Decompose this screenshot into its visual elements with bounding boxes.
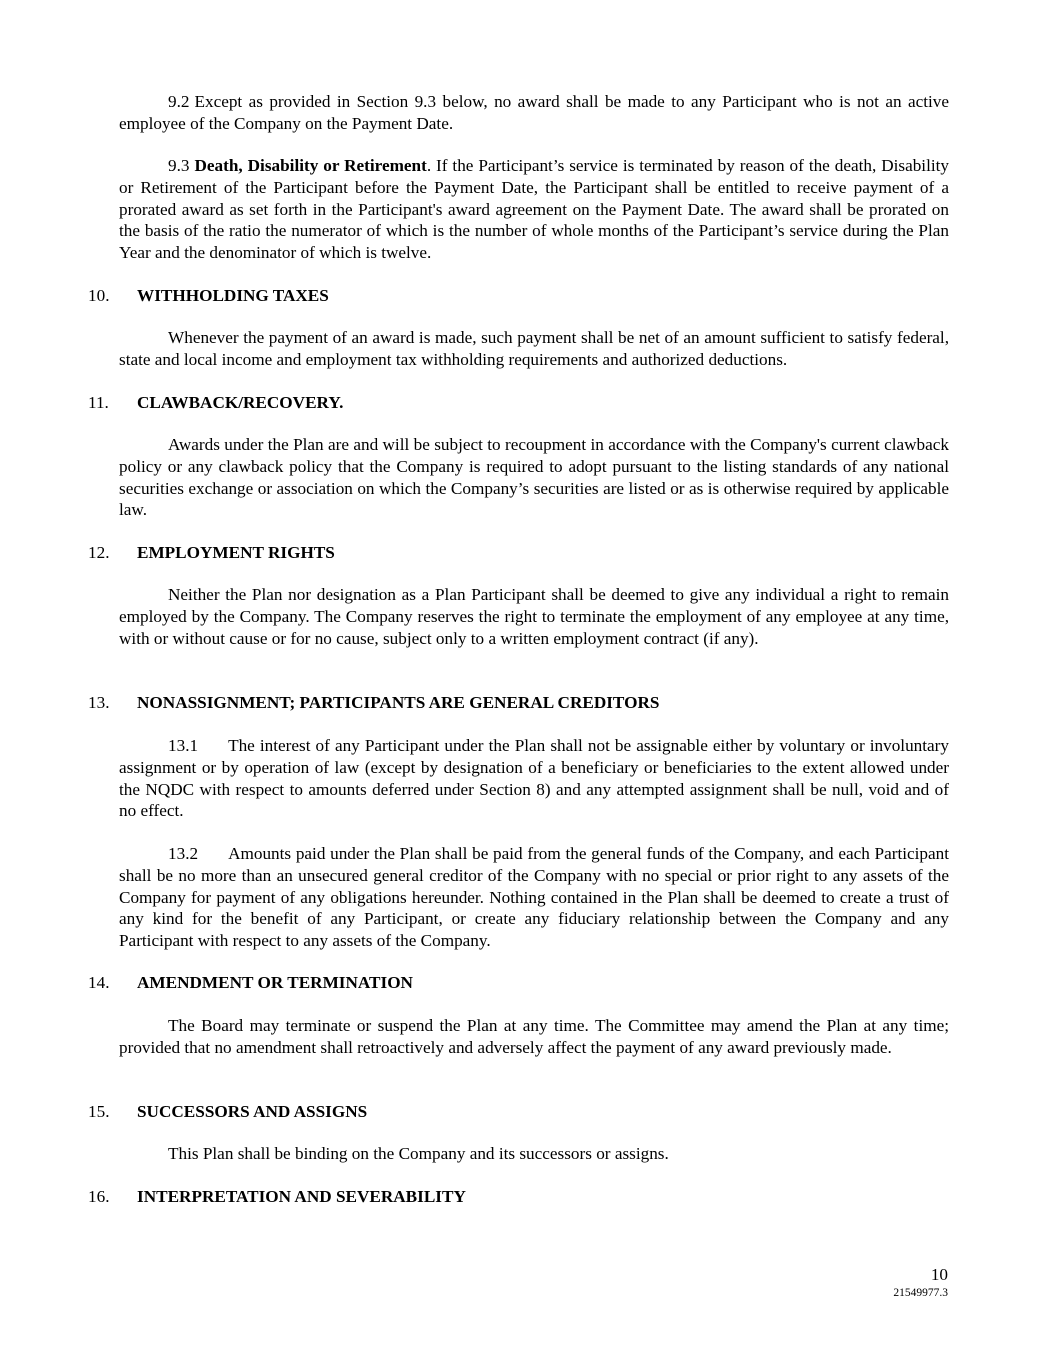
paragraph-text: Except as provided in Section 9.3 below, no award shall be made to any Participant who is not an active employee of the Company on the Payment Date. (119, 92, 949, 133)
section-title: SUCCESSORS AND ASSIGNS (137, 1102, 368, 1121)
section-title: NONASSIGNMENT; PARTICIPANTS ARE GENERAL CREDITORS (137, 693, 660, 712)
paragraph-number: 9.3 (168, 156, 190, 175)
section-number: 11. (88, 393, 109, 412)
section-number: 12. (88, 543, 110, 562)
section-title: CLAWBACK/RECOVERY. (137, 393, 344, 412)
paragraph-number: 13.1 (168, 736, 199, 755)
paragraph-13-2 (119, 843, 949, 952)
paragraph-title: Death, Disability or Retirement (194, 156, 427, 175)
page-number: 10 (930, 1265, 948, 1284)
section-heading-14 (88, 972, 413, 994)
section-number: 10. (88, 286, 110, 305)
section-number: 13. (88, 693, 110, 712)
paragraph-15 (119, 1143, 949, 1165)
section-number: 14. (88, 973, 110, 992)
paragraph-12 (119, 584, 949, 649)
section-number: 16. (88, 1187, 110, 1206)
paragraph-9-3 (119, 155, 949, 264)
section-heading-11 (88, 392, 343, 414)
paragraph-13-1 (119, 735, 949, 822)
paragraph-11 (119, 434, 949, 521)
paragraph-number: 9.2 (168, 92, 190, 111)
paragraph-9-2 (119, 91, 949, 135)
section-heading-12 (88, 542, 335, 564)
section-heading-16 (88, 1186, 466, 1208)
paragraph-text: The Board may terminate or suspend the Plan at any time. The Committee may amend the Plan at any time; provided that no amendment shall retroactively and adversely affect the payment of any award previously made. (119, 1016, 949, 1057)
paragraph-10 (119, 327, 949, 371)
paragraph-text: Awards under the Plan are and will be subject to recoupment in accordance with the Company's current clawback policy or any clawback policy that the Company is required to adopt pursuant to the listing standards of any national securities exchange or association on which the Company’s securities are listed or as is otherwise required by applicable law. (119, 435, 949, 520)
section-title: INTERPRETATION AND SEVERABILITY (137, 1187, 466, 1206)
document-id: 21549977.3 (893, 1287, 948, 1299)
section-title: WITHHOLDING TAXES (137, 286, 329, 305)
section-heading-13 (88, 692, 659, 714)
paragraph-text: Neither the Plan nor designation as a Plan Participant shall be deemed to give any individual a right to remain employed by the Company. The Company reserves the right to terminate the employment of any employee at any time, with or without cause or for no cause, subject only to a written employment contract (if any). (119, 585, 949, 648)
paragraph-text: The interest of any Participant under the Plan shall not be assignable either by voluntary or involuntary assignment or by operation of law (except by designation of a beneficiary or beneficiaries to the extent allowed under the NQDC with respect to amounts deferred under Section 8) and any attempted assignment shall be null, void and of no effect. (119, 736, 949, 821)
paragraph-text: . If the Participant’s service is terminated by reason of the death, Disability or Retirement of the Participant before the Payment Date, the Participant shall be entitled to receive payment of a prorated award as set forth in the Participant's award agreement on the Payment Date. The award shall be prorated on the basis of the ratio the numerator of which is the number of whole months of the Participant’s service during the Plan Year and the denominator of which is twelve. (119, 156, 949, 263)
paragraph-text: Amounts paid under the Plan shall be paid from the general funds of the Company, and each Participant shall be no more than an unsecured general creditor of the Company with no special or prior right to any assets of the Company for payment of any obligations hereunder. Nothing contained in the Plan shall be deemed to create a trust of any kind for the benefit of any Participant, or create any fiduciary relationship between the Company and any Participant with respect to any assets of the Company. (119, 844, 949, 951)
paragraph-text: This Plan shall be binding on the Company and its successors or assigns. (168, 1144, 669, 1163)
paragraph-text: Whenever the payment of an award is made, such payment shall be net of an amount sufficient to satisfy federal, state and local income and employment tax withholding requirements and authorized deductions. (119, 328, 949, 369)
paragraph-14 (119, 1015, 949, 1059)
section-title: AMENDMENT OR TERMINATION (137, 973, 413, 992)
section-title: EMPLOYMENT RIGHTS (137, 543, 335, 562)
paragraph-number: 13.2 (168, 844, 199, 863)
section-heading-10 (88, 285, 329, 307)
section-number: 15. (88, 1102, 110, 1121)
section-heading-15 (88, 1101, 367, 1123)
